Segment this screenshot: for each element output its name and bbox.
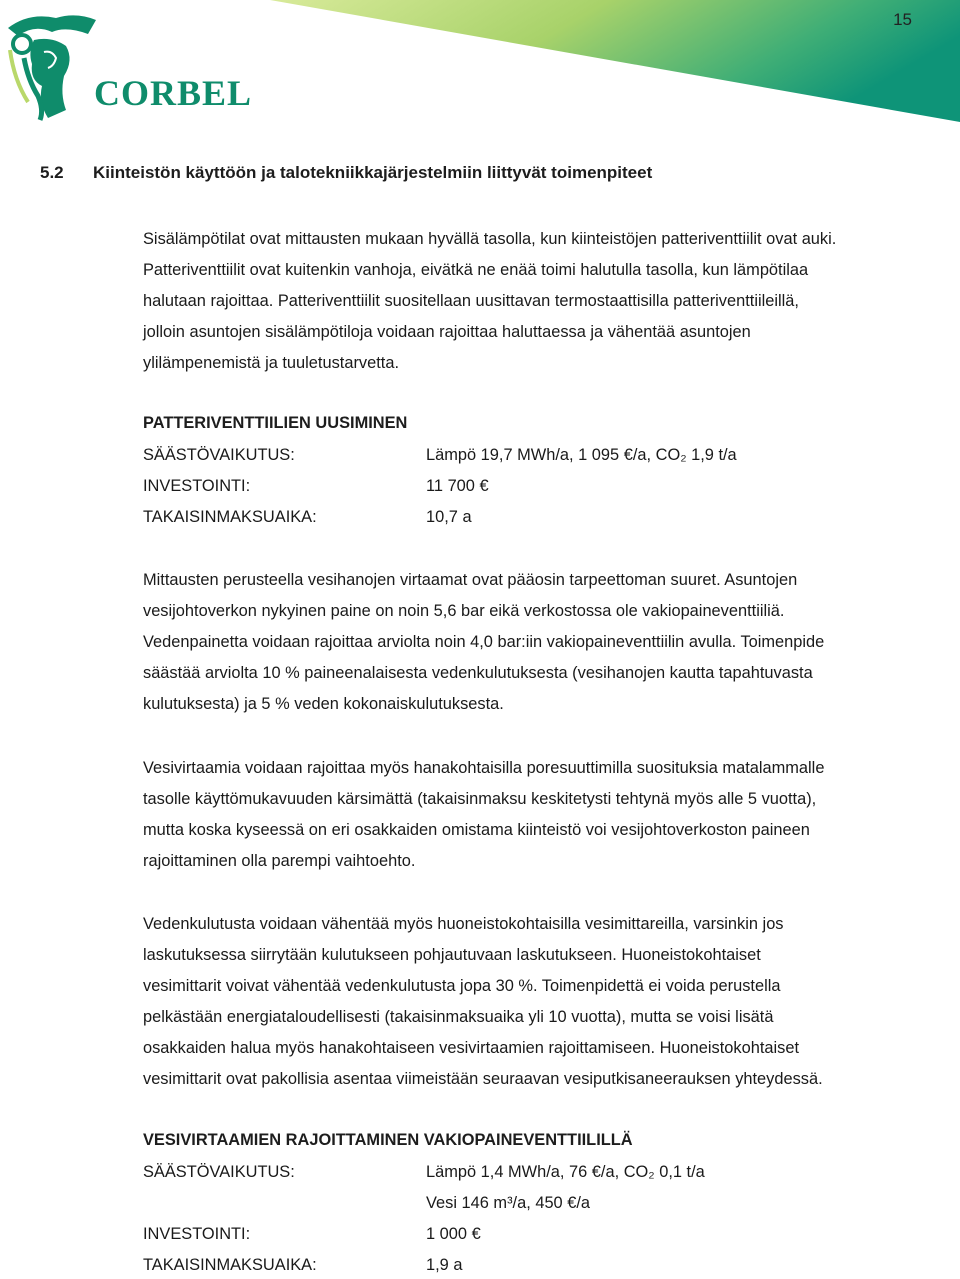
section-number: 5.2 bbox=[40, 163, 64, 182]
payback-label: TAKAISINMAKSUAIKA: bbox=[143, 1256, 317, 1274]
investment-label: INVESTOINTI: bbox=[143, 1225, 251, 1243]
paragraph-water-pressure: Mittausten perusteella vesihanojen virtaamat ovat pääosin tarpeettoman suuret. Asuntojen vesijohtoverkon nykyinen paine on noin 5,6 bar eikä verkostossa ole vakiopaineventtiiliä. Vedenpainetta voidaan rajoittaa arviolta noin 4,0 bar:iin vakiopaineventtiilin avulla. Toimenpide säästää arviolta 10 % paineenalaisesta vedenkulutuksesta (vesihanojen kautta tapahtuvasta kulutuksesta) ja 5 % veden kokonaiskulutuksesta. bbox=[143, 571, 825, 714]
saving-value: Lämpö 19,7 MWh/a, 1 095 €/a, CO₂ 1,9 t/a bbox=[426, 446, 737, 464]
paragraph-water-meters: Vedenkulutusta voidaan vähentää myös huoneistokohtaisilla vesimittareilla, varsinkin jos laskutuksessa siirrytään kulutukseen pohjautuvaan laskutukseen. Huoneistokohtaiset vesimittarit voivat vähentää vedenkulutusta jopa 30 %. Toimenpidettä ei voida perustella pelkästään energiataloudellisesti (takaisinmaksuaika yli 10 vuotta), mutta se voisi lisätä osakkaiden halua myös hanakohtaiseen vesivirtaamien rajoittamiseen. Huoneistokohtaiset vesimittarit ovat pakollisia asentaa viimeistään seuraavan vesiputkisaneerauksen yhteydessä. bbox=[143, 915, 823, 1089]
investment-value: 11 700 € bbox=[426, 477, 489, 495]
logo-wordmark: CORBEL bbox=[94, 73, 253, 113]
saving-label: SÄÄSTÖVAIKUTUS: bbox=[143, 446, 295, 464]
investment-value: 1 000 € bbox=[426, 1225, 481, 1243]
capital-emblem-icon bbox=[4, 10, 99, 122]
saving-value-water: Vesi 146 m³/a, 450 €/a bbox=[426, 1194, 591, 1212]
payback-value: 10,7 a bbox=[426, 508, 472, 526]
paragraph-radiator-valves: Sisälämpötilat ovat mittausten mukaan hyvällä tasolla, kun kiinteistöjen patteriventtiilit ovat auki. Patteriventtiilit ovat kuitenkin vanhoja, eivätkä ne enää toimi halutulla tasolla, kun lämpötilaa halutaan rajoittaa. Patteriventtiilit suositellaan uusittavan termostaattisilla patteriventtiileillä, jolloin asuntojen sisälämpötiloja voidaan rajoittaa haluttaessa ja vähentää asuntojen ylilämpenemistä ja tuuletustarvetta. bbox=[143, 230, 837, 373]
measure-title-pressure-valve: VESIVIRTAAMIEN RAJOITTAMINEN VAKIOPAINEVENTTIILILLÄ bbox=[143, 1131, 633, 1149]
paragraph-flow-nozzles: Vesivirtaamia voidaan rajoittaa myös hanakohtaisilla poresuuttimilla suosituksia matalammalle tasolle käyttömukavuuden kärsimättä (takaisinmaksu keskitetysti tehtynä myös alle 5 vuotta), mutta koska kyseessä on eri osakkaiden omistama kiinteistö voi vesijohtoverkoston paineen rajoittaminen olla parempi vaihtoehto. bbox=[143, 759, 825, 871]
payback-label: TAKAISINMAKSUAIKA: bbox=[143, 508, 317, 526]
saving-label: SÄÄSTÖVAIKUTUS: bbox=[143, 1163, 295, 1181]
section-title: Kiinteistön käyttöön ja talotekniikkajärjestelmiin liittyvät toimenpiteet bbox=[93, 163, 653, 182]
saving-value: Lämpö 1,4 MWh/a, 76 €/a, CO₂ 0,1 t/a bbox=[426, 1163, 705, 1181]
measure-title-radiator-valves: PATTERIVENTTIILIEN UUSIMINEN bbox=[143, 414, 408, 432]
section-heading bbox=[40, 163, 652, 183]
page-number: 15 bbox=[893, 10, 912, 29]
investment-label: INVESTOINTI: bbox=[143, 477, 251, 495]
corbel-logo bbox=[4, 10, 253, 122]
payback-value: 1,9 a bbox=[426, 1256, 463, 1274]
